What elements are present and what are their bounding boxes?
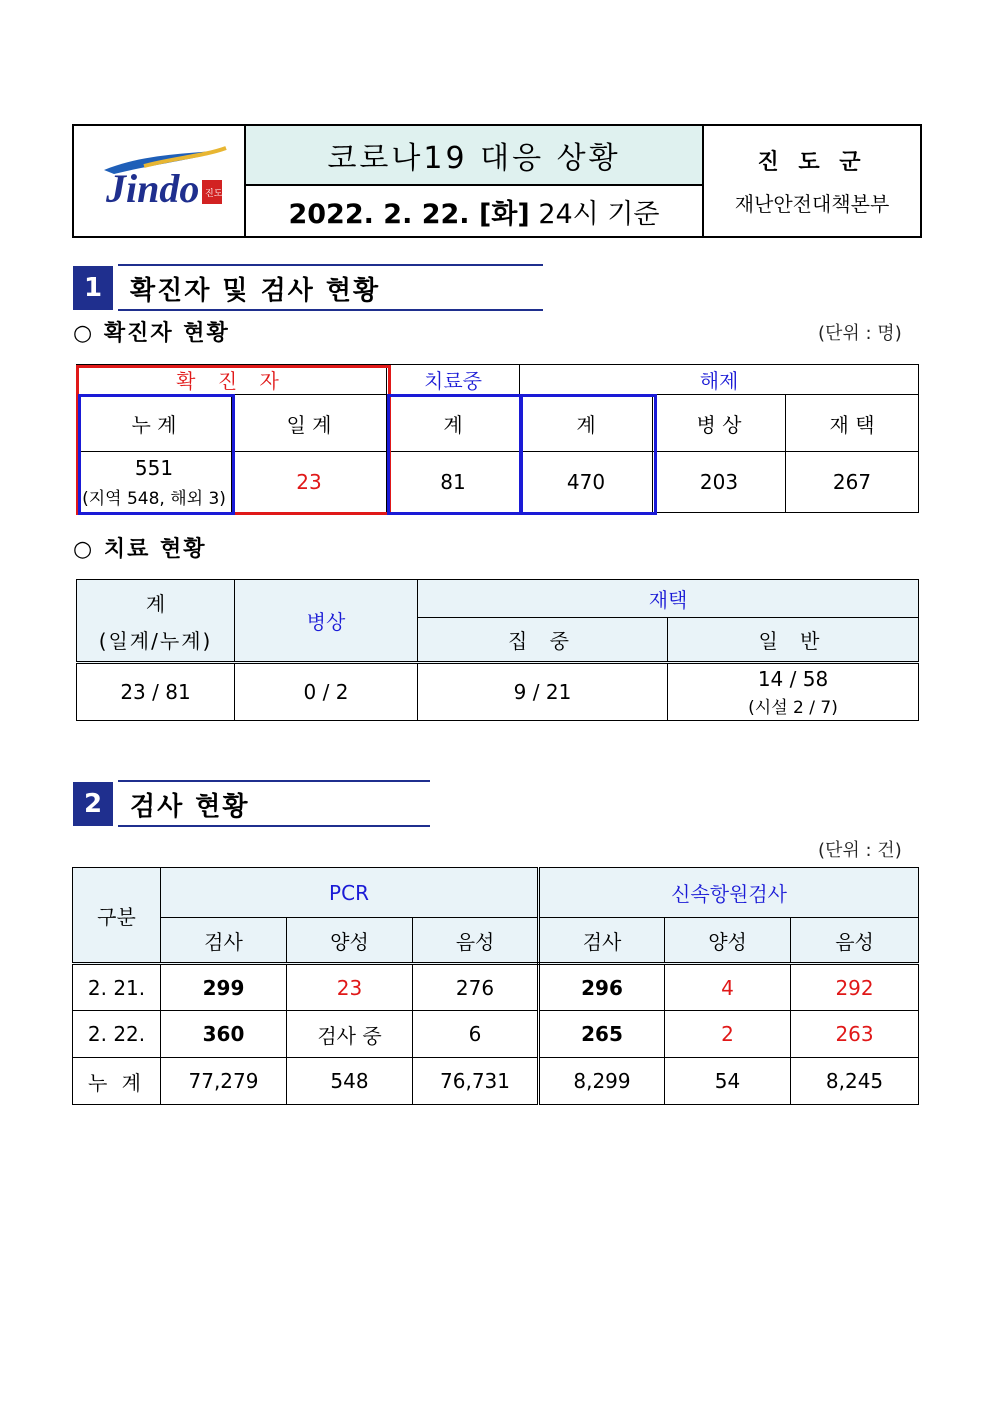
logo-text: Jindo xyxy=(106,166,200,211)
row-label: 2. 21. xyxy=(73,964,161,1011)
val-total-number: 551 xyxy=(134,455,174,480)
group-home-header: 재택 xyxy=(418,580,919,618)
rat-pos: 2 xyxy=(665,1011,791,1058)
val-total-detail: (지역 548, 해외 3) xyxy=(82,488,226,509)
col-treating: 계 xyxy=(387,395,520,452)
sub-pcr-test: 검사 xyxy=(161,918,287,964)
section2-bottom-line xyxy=(118,825,430,827)
section2-top-line xyxy=(118,780,430,782)
row-label: 2. 22. xyxy=(73,1011,161,1058)
val-total: 23 / 81 xyxy=(77,663,235,721)
val-general-number: 14 / 58 xyxy=(757,666,829,691)
col-total: 누 계 xyxy=(77,395,232,452)
pcr-pos: 23 xyxy=(287,964,413,1011)
org-name: 진 도 군 xyxy=(757,150,867,175)
section2-title: 검사 현황 xyxy=(130,792,250,822)
group-released: 해제 xyxy=(520,365,919,395)
col-total-header xyxy=(77,580,235,663)
col-total-line1: 계 xyxy=(145,591,166,616)
col-intensive: 집 중 xyxy=(418,618,668,663)
pcr-neg: 76,731 xyxy=(413,1058,539,1105)
group-confirmed: 확 진 자 xyxy=(77,365,387,395)
org-dept: 재난안전대책본부 xyxy=(734,192,890,216)
col-daily: 일 계 xyxy=(232,395,387,452)
val-daily: 23 xyxy=(232,452,387,513)
table-row xyxy=(73,964,919,1011)
pcr-pos: 검사 중 xyxy=(287,1011,413,1058)
released-highlight-frame xyxy=(519,394,657,515)
sub-rat-test: 검사 xyxy=(539,918,665,964)
val-hospital: 0 / 2 xyxy=(235,663,418,721)
pcr-test: 299 xyxy=(161,964,287,1011)
val-home: 267 xyxy=(786,452,919,513)
logo-cell xyxy=(73,125,245,237)
date-main: 2022. 2. 22. [화] xyxy=(288,198,530,230)
date-suffix: 24시 기준 xyxy=(529,198,660,230)
rat-neg: 292 xyxy=(791,964,919,1011)
col-hospital-header: 병상 xyxy=(235,580,418,663)
sub-rat-neg: 음성 xyxy=(791,918,919,964)
confirmed-unit: (단위 : 명) xyxy=(818,323,902,344)
confirmed-subheading: ○ 확진자 현황 xyxy=(73,321,230,346)
pcr-neg: 276 xyxy=(413,964,539,1011)
header-box xyxy=(72,124,922,238)
col-category: 구분 xyxy=(73,868,161,964)
val-general-detail: (시설 2 / 7) xyxy=(748,697,838,718)
rat-test: 8,299 xyxy=(539,1058,665,1105)
org-cell xyxy=(703,125,921,237)
section2-number: 2 xyxy=(73,782,113,826)
rat-test: 296 xyxy=(539,964,665,1011)
document-title: 코로나19 대응 상황 xyxy=(245,125,703,185)
logo-stamp: 진도 xyxy=(205,189,223,199)
report-date xyxy=(245,185,703,237)
treatment-table xyxy=(76,579,919,721)
pcr-test: 77,279 xyxy=(161,1058,287,1105)
table-row xyxy=(73,1058,919,1105)
col-released-total: 계 xyxy=(520,395,653,452)
jindo-logo xyxy=(74,126,244,236)
val-released-total: 470 xyxy=(520,452,653,513)
sub-rat-pos: 양성 xyxy=(665,918,791,964)
sub-pcr-neg: 음성 xyxy=(413,918,539,964)
rat-test: 265 xyxy=(539,1011,665,1058)
val-general xyxy=(668,663,919,721)
group-pcr: PCR xyxy=(161,868,539,918)
col-home: 재 택 xyxy=(786,395,919,452)
test-unit: (단위 : 건) xyxy=(818,840,902,861)
sub-pcr-pos: 양성 xyxy=(287,918,413,964)
col-total-line2: (일계/누계) xyxy=(98,628,213,653)
total-highlight-frame xyxy=(78,394,235,515)
rat-pos: 54 xyxy=(665,1058,791,1105)
pcr-pos: 548 xyxy=(287,1058,413,1105)
rat-neg: 263 xyxy=(791,1011,919,1058)
treating-highlight-frame xyxy=(387,394,523,515)
pcr-test: 360 xyxy=(161,1011,287,1058)
pcr-neg: 6 xyxy=(413,1011,539,1058)
section1-bottom-line xyxy=(118,309,543,311)
group-treating: 치료중 xyxy=(387,365,520,395)
val-hospital: 203 xyxy=(653,452,786,513)
rat-neg: 8,245 xyxy=(791,1058,919,1105)
val-intensive: 9 / 21 xyxy=(418,663,668,721)
col-general: 일 반 xyxy=(668,618,919,663)
table-row xyxy=(73,1011,919,1058)
section1-number: 1 xyxy=(73,266,113,310)
section1-title: 확진자 및 검사 현황 xyxy=(130,276,381,306)
row-label: 누 계 xyxy=(73,1058,161,1105)
test-table xyxy=(72,867,919,1105)
section1-top-line xyxy=(118,264,543,266)
treatment-subheading: ○ 치료 현황 xyxy=(73,537,207,562)
col-hospital: 병 상 xyxy=(653,395,786,452)
val-treating: 81 xyxy=(387,452,520,513)
group-rapid: 신속항원검사 xyxy=(539,868,919,918)
rat-pos: 4 xyxy=(665,964,791,1011)
